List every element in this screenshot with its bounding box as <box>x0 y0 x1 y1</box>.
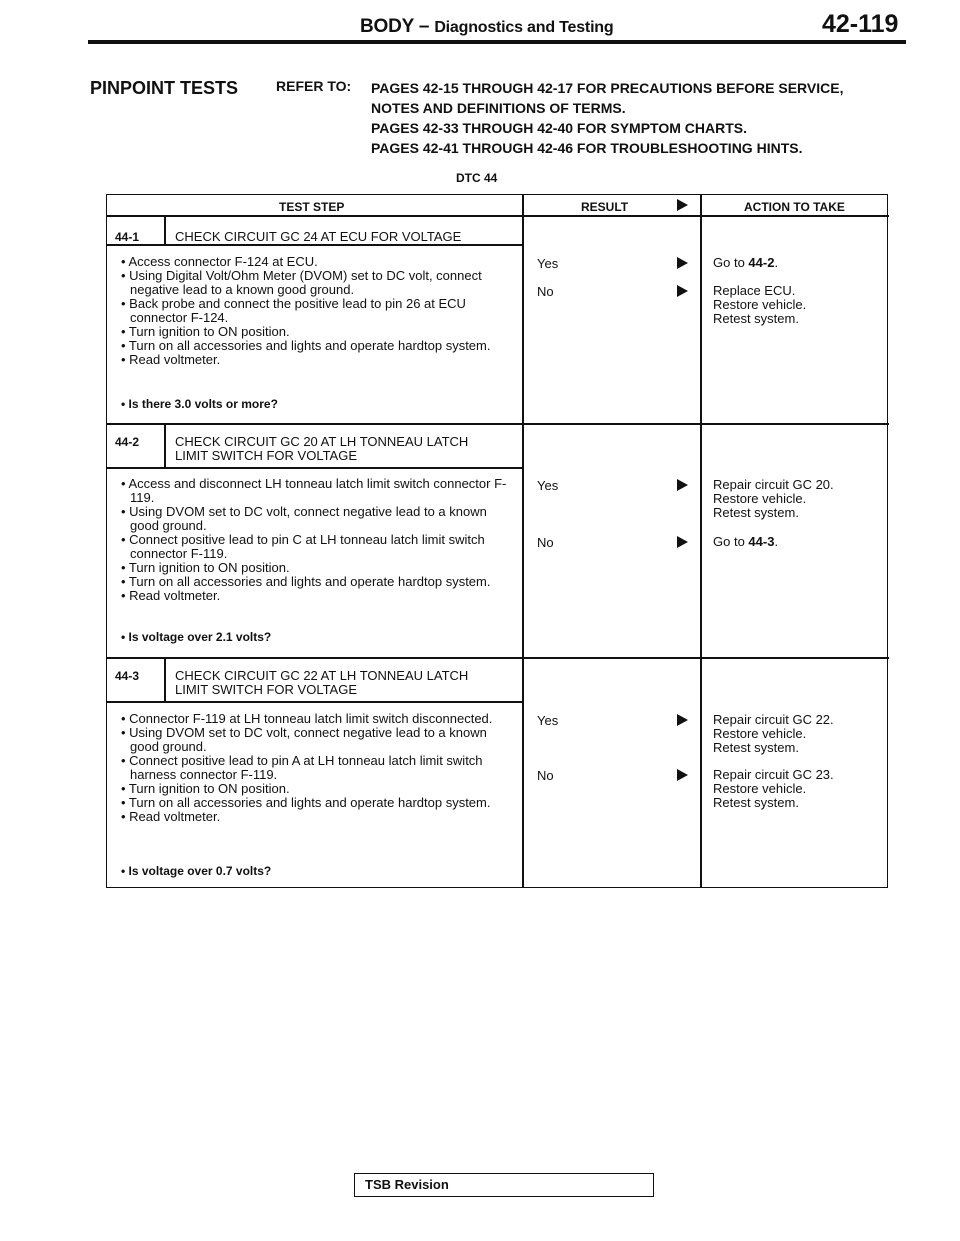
step-title-divider <box>107 467 523 469</box>
step-number: 44-2 <box>115 435 140 449</box>
step-title <box>175 230 461 244</box>
action-text <box>713 478 834 520</box>
action-line: Retest system. <box>713 505 799 520</box>
step-title-divider <box>107 701 523 703</box>
action-line: . <box>774 255 779 270</box>
action-line: . <box>774 534 779 549</box>
dtc-code: DTC 44 <box>456 171 498 185</box>
instruction: • Connect positive lead to pin C at LH tonneau latch limit switch connector F-119. <box>121 532 485 561</box>
step-divider <box>107 657 889 659</box>
result-no: No <box>537 284 554 299</box>
step-instructions <box>121 255 511 367</box>
instruction: • Read voltmeter. <box>121 588 221 603</box>
step-title <box>175 669 468 697</box>
instruction: • Using DVOM set to DC volt, connect negative lead to a known good ground. <box>121 725 487 754</box>
instruction: • Read voltmeter. <box>121 352 221 367</box>
step-reference: 44-2 <box>748 255 775 270</box>
action-line: Replace ECU. <box>713 283 796 298</box>
refer-line: PAGES 42-15 THROUGH 42-17 FOR PRECAUTIONS BEFORE SERVICE, <box>371 80 844 96</box>
result-arrow-icon <box>677 257 688 269</box>
step-question: • Is there 3.0 volts or more? <box>121 397 278 411</box>
step-title-line: LIMIT SWITCH FOR VOLTAGE <box>175 448 358 463</box>
header-divider <box>107 215 889 217</box>
result-arrow-icon <box>677 479 688 491</box>
refer-line: PAGES 42-41 THROUGH 42-46 FOR TROUBLESHOOTING HINTS. <box>371 140 803 156</box>
pinpoint-test-table <box>106 194 888 888</box>
instruction: • Connect positive lead to pin A at LH tonneau latch limit switch harness connector F-119. <box>121 753 483 782</box>
instruction: • Turn ignition to ON position. <box>121 324 290 339</box>
header-action: ACTION TO TAKE <box>744 200 845 214</box>
step-title-line: LIMIT SWITCH FOR VOLTAGE <box>175 682 358 697</box>
result-no: No <box>537 535 554 550</box>
page-header-title <box>360 16 613 38</box>
action-text <box>713 713 834 755</box>
section-title: BODY <box>360 16 414 37</box>
step-title-line: CHECK CIRCUIT GC 22 AT LH TONNEAU LATCH <box>175 668 469 683</box>
action-line: Retest system. <box>713 311 799 326</box>
step-question: • Is voltage over 0.7 volts? <box>121 864 272 878</box>
tsb-revision-box <box>354 1173 654 1197</box>
step-reference: 44-3 <box>748 534 775 549</box>
step-number-divider <box>164 215 166 244</box>
section-subtitle: Diagnostics and Testing <box>434 19 614 36</box>
page-number: 42-119 <box>822 10 899 38</box>
action-line: Retest system. <box>713 795 799 810</box>
refer-to-label: REFER TO: <box>276 78 352 94</box>
action-line: Restore vehicle. <box>713 491 807 506</box>
instruction: • Read voltmeter. <box>121 809 221 824</box>
action-line: Repair circuit GC 20. <box>713 477 834 492</box>
instruction: • Access and disconnect LH tonneau latch limit switch connector F-119. <box>121 476 507 505</box>
step-title-line: CHECK CIRCUIT GC 20 AT LH TONNEAU LATCH <box>175 434 469 449</box>
refer-line: PAGES 42-33 THROUGH 42-40 FOR SYMPTOM CHARTS. <box>371 120 747 136</box>
instruction: • Connector F-119 at LH tonneau latch limit switch disconnected. <box>121 711 493 726</box>
instruction: • Turn ignition to ON position. <box>121 560 290 575</box>
result-arrow-icon <box>677 536 688 548</box>
instruction: • Turn ignition to ON position. <box>121 781 290 796</box>
refer-to-list <box>371 78 843 158</box>
result-yes: Yes <box>537 478 559 493</box>
action-line: Restore vehicle. <box>713 781 807 796</box>
instruction: • Turn on all accessories and lights and operate hardtop system. <box>121 795 491 810</box>
step-title-divider <box>107 244 523 246</box>
header-result: RESULT <box>581 200 629 214</box>
instruction: • Turn on all accessories and lights and operate hardtop system. <box>121 338 491 353</box>
action-line: Retest system. <box>713 740 799 755</box>
result-yes: Yes <box>537 713 559 728</box>
instruction: • Access connector F-124 at ECU. <box>121 254 318 269</box>
action-text <box>713 535 778 549</box>
step-instructions <box>121 712 511 824</box>
step-number-divider <box>164 423 166 467</box>
action-line: Go to <box>713 534 749 549</box>
action-text <box>713 768 834 810</box>
step-number: 44-3 <box>115 669 140 683</box>
action-line: Restore vehicle. <box>713 297 807 312</box>
step-question: • Is voltage over 2.1 volts? <box>121 630 272 644</box>
title-dash: – <box>418 16 430 37</box>
result-arrow-icon <box>677 285 688 297</box>
action-line: Go to <box>713 255 749 270</box>
action-line: Restore vehicle. <box>713 726 807 741</box>
column-divider <box>700 195 702 887</box>
action-text <box>713 256 778 270</box>
instruction: • Using Digital Volt/Ohm Meter (DVOM) set to DC volt, connect negative lead to a known good ground. <box>121 268 482 297</box>
pinpoint-tests-title: PINPOINT TESTS <box>90 78 239 98</box>
result-yes: Yes <box>537 256 559 271</box>
header-rule <box>88 40 906 44</box>
action-line: Repair circuit GC 22. <box>713 712 834 727</box>
instruction: • Using DVOM set to DC volt, connect negative lead to a known good ground. <box>121 504 487 533</box>
action-text <box>713 284 806 326</box>
instruction: • Back probe and connect the positive lead to pin 26 at ECU connector F-124. <box>121 296 466 325</box>
step-divider <box>107 423 889 425</box>
tsb-revision-label: TSB Revision <box>365 1177 449 1192</box>
instruction: • Turn on all accessories and lights and operate hardtop system. <box>121 574 491 589</box>
result-arrow-icon <box>677 714 688 726</box>
result-no: No <box>537 768 554 783</box>
action-line: Repair circuit GC 23. <box>713 767 834 782</box>
step-number: 44-1 <box>115 230 140 244</box>
header-arrow-icon <box>677 199 688 211</box>
refer-line: NOTES AND DEFINITIONS OF TERMS. <box>371 100 626 116</box>
result-arrow-icon <box>677 769 688 781</box>
step-instructions <box>121 477 511 603</box>
column-divider <box>522 195 524 887</box>
step-number-divider <box>164 657 166 701</box>
header-test-step: TEST STEP <box>279 200 345 214</box>
step-title-line: CHECK CIRCUIT GC 24 AT ECU FOR VOLTAGE <box>175 229 462 244</box>
step-title <box>175 435 468 463</box>
